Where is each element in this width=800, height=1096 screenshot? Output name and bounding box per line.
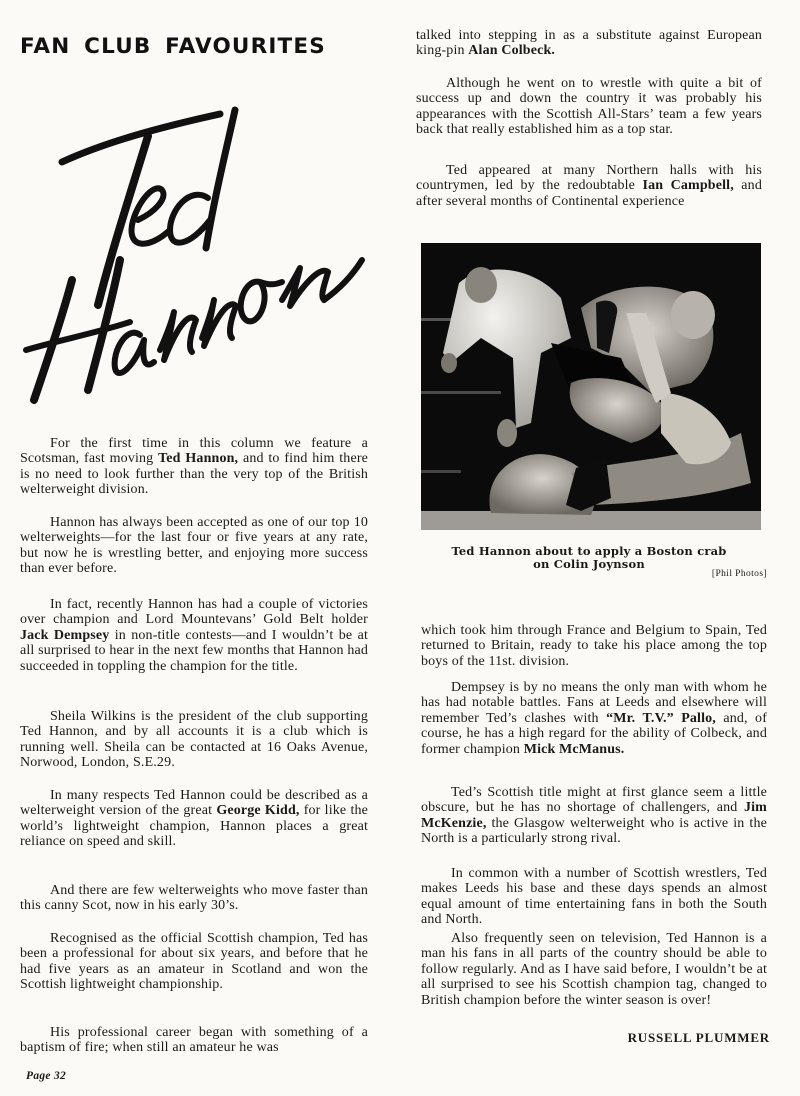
paragraph: In common with a number of Scottish wrestlers, Ted makes Leeds his base and these days spends an almost equal amount of time entertaining fans in both the South and North. — [421, 866, 767, 928]
bold-name: Jack Dempsey — [20, 627, 110, 643]
paragraph: Although he went on to wrestle with quite a bit of success up and down the country it was probably his appearances with the Scottish All-Stars’ team a few years back that really established him as a top star. — [416, 76, 762, 138]
paragraph: Ted’s Scottish title might at first glance seem a little obscure, but he has no shortage of challengers, and Jim McKenzie, the Glasgow welterweight who is active in the North is a particularly strong rival. — [421, 785, 767, 847]
paragraph: Also frequently seen on television, Ted Hannon is a man his fans in all parts of the country should be able to follow regularly. And as I have said before, I wouldn’t be at all surprised to see his Scottish champion tag, changed to British champion before the winter season is over! — [421, 931, 767, 1008]
bold-name: Jim McKenzie, — [421, 800, 767, 831]
author-byline: RUSSELL PLUMMER — [627, 1030, 770, 1045]
paragraph: In many respects Ted Hannon could be described as a welterweight version of the great George Kidd, for like the world’s lightweight champion, Hannon places a great reliance on speed and skill. — [20, 788, 368, 850]
paragraph: talked into stepping in as a substitute against European king-pin Alan Colbeck. — [416, 28, 762, 59]
page-number: Page 32 — [26, 1070, 67, 1082]
photo-credit: [Phil Photos] — [711, 569, 767, 579]
bold-name: “Mr. T.V.” Pallo, — [606, 710, 716, 726]
photo-caption: Ted Hannon about to apply a Boston crab on Colin Joynson — [451, 544, 727, 571]
paragraph: For the first time in this column we feature a Scotsman, fast moving Ted Hannon, and to find him there is no need to look further than the very top of the British welterweight division. — [20, 436, 369, 498]
paragraph: Sheila Wilkins is the president of the club supporting Ted Hannon, and by all accounts it is a club which is running well. Sheila can be contacted at 16 Oaks Avenue, Norwood, London, S.E.29. — [20, 709, 368, 771]
paragraph: Recognised as the official Scottish champion, Ted has been a professional for about six years, and before that he had five years as an amateur in Scotland and won the Scottish lightweight championship. — [20, 931, 368, 993]
bold-name: Ted Hannon, — [158, 451, 239, 467]
paragraph: In fact, recently Hannon has had a couple of victories over champion and Lord Mountevans’ Gold Belt holder Jack Dempsey in non-title contests—and I wouldn’t be at all surprised to hear in the next few months that Hannon had succeeded in toppling the champion for the title. — [20, 597, 368, 674]
bold-name: Mick McManus. — [523, 741, 625, 757]
bold-name: Alan Colbeck. — [468, 43, 556, 59]
paragraph: His professional career began with something of a baptism of fire; when still an amateur he was — [20, 1025, 368, 1056]
photo-illustration — [421, 243, 761, 530]
paragraph: Dempsey is by no means the only man with whom he has had notable battles. Fans at Leeds and elsewhere will remember Ted’s clashes with “Mr. T.V.” Pallo, and, of course, he has a high regard for the ability of Colbeck, and former champion Mick McManus. — [421, 680, 768, 757]
paragraph: And there are few welterweights who move faster than this canny Scot, now in his early 30’s. — [20, 883, 368, 914]
bold-name: Ian Campbell, — [642, 178, 734, 194]
script-title-ted-hannon — [20, 100, 370, 410]
bold-name: George Kidd, — [216, 803, 300, 819]
wrestling-photo — [421, 243, 761, 530]
paragraph: Hannon has always been accepted as one of our top 10 welterweights—for the last four or five years at any rate, but now he is wrestling better, and enjoying more success than ever before. — [20, 515, 368, 577]
section-kicker: FAN CLUB FAVOURITES — [20, 34, 326, 59]
paragraph: Ted appeared at many Northern halls with his countrymen, led by the redoubtable Ian Campbell, and after several months of Continental experience — [416, 163, 762, 209]
paragraph: which took him through France and Belgium to Spain, Ted returned to Britain, ready to take his place among the top boys of the 11st. division. — [421, 623, 767, 669]
